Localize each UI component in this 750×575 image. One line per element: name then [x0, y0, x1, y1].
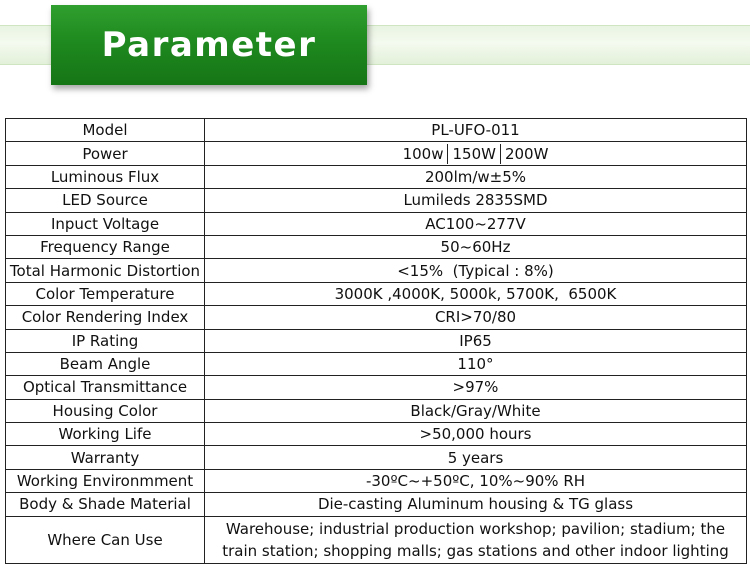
- table-row: [6, 165, 747, 188]
- page-title: Parameter: [101, 25, 317, 65]
- table-row: [6, 376, 747, 399]
- power-option: 200W: [500, 144, 552, 164]
- row-label: Working Environmment: [6, 469, 205, 492]
- row-label: Color Rendering Index: [6, 306, 205, 329]
- row-label: LED Source: [6, 189, 205, 212]
- row-label: Body & Shade Material: [6, 493, 205, 516]
- table-row: [6, 259, 747, 282]
- power-options: [399, 144, 553, 164]
- row-value: IP65: [205, 329, 747, 352]
- row-label: Warranty: [6, 446, 205, 469]
- row-value: [205, 142, 747, 165]
- row-value: Warehouse; industrial production workshop; pavilion; stadium; the train station; shopping malls; gas stations and other indoor lighting: [205, 516, 747, 563]
- table-row: [6, 516, 747, 563]
- row-label: Optical Transmittance: [6, 376, 205, 399]
- row-label: Housing Color: [6, 399, 205, 422]
- table-row: [6, 119, 747, 142]
- row-label: IP Rating: [6, 329, 205, 352]
- row-label: Model: [6, 119, 205, 142]
- table-row: [6, 306, 747, 329]
- table-row: [6, 235, 747, 258]
- table-row: [6, 446, 747, 469]
- row-value: >97%: [205, 376, 747, 399]
- row-label: Color Temperature: [6, 282, 205, 305]
- table-row: [6, 493, 747, 516]
- row-label: Power: [6, 142, 205, 165]
- row-value: 5 years: [205, 446, 747, 469]
- row-value: 50~60Hz: [205, 235, 747, 258]
- row-label: Luminous Flux: [6, 165, 205, 188]
- row-value: Die-casting Aluminum housing & TG glass: [205, 493, 747, 516]
- row-label: Inpuct Voltage: [6, 212, 205, 235]
- row-value: -30ºC~+50ºC, 10%~90% RH: [205, 469, 747, 492]
- row-label: Working Life: [6, 423, 205, 446]
- row-value: Black/Gray/White: [205, 399, 747, 422]
- table-row: [6, 352, 747, 375]
- table-row: [6, 189, 747, 212]
- row-value: Lumileds 2835SMD: [205, 189, 747, 212]
- table-row: [6, 329, 747, 352]
- row-value: CRI>70/80: [205, 306, 747, 329]
- row-label: Frequency Range: [6, 235, 205, 258]
- row-label: Total Harmonic Distortion: [6, 259, 205, 282]
- table-row: [6, 423, 747, 446]
- row-value: PL-UFO-011: [205, 119, 747, 142]
- title-banner: [51, 5, 367, 85]
- table-row: [6, 469, 747, 492]
- row-value: 3000K ,4000K, 5000k, 5700K, 6500K: [205, 282, 747, 305]
- row-value: AC100~277V: [205, 212, 747, 235]
- parameter-table: [5, 118, 747, 564]
- row-label: Where Can Use: [6, 516, 205, 563]
- row-value: 200lm/w±5%: [205, 165, 747, 188]
- row-value: >50,000 hours: [205, 423, 747, 446]
- table-row: [6, 142, 747, 165]
- power-option: 100w: [402, 144, 444, 163]
- table-row: [6, 282, 747, 305]
- row-value: 110°: [205, 352, 747, 375]
- table-row: [6, 399, 747, 422]
- table-row: [6, 212, 747, 235]
- row-label: Beam Angle: [6, 352, 205, 375]
- row-value: <15% (Typical : 8%): [205, 259, 747, 282]
- power-option: 150W: [447, 144, 499, 164]
